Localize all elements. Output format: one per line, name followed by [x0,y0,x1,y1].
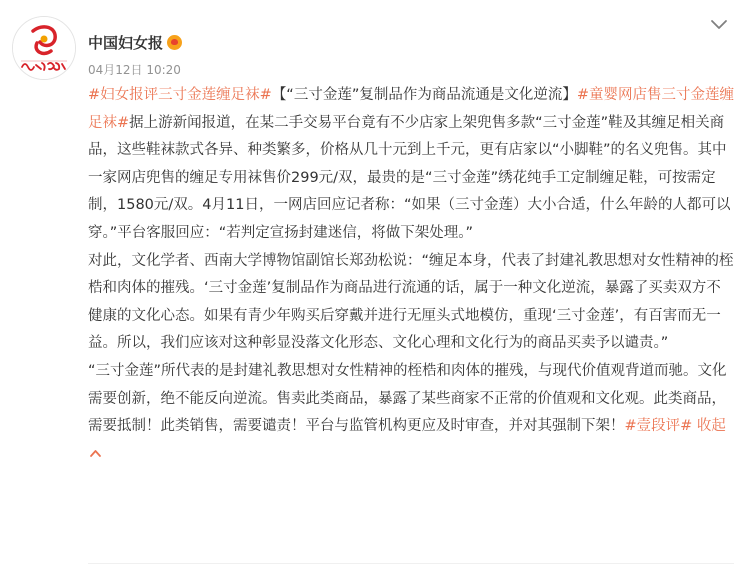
author-avatar[interactable] [12,16,76,80]
chevron-up-icon [89,448,102,458]
chevron-down-icon[interactable] [708,14,730,36]
post-paragraph-3 [88,358,734,468]
post-paragraph-1 [88,82,734,248]
post-text: 【“三寸金莲”复制品作为商品流通是文化逆流】 [271,87,577,103]
divider [88,563,734,564]
vip-badge-icon [167,35,182,50]
hashtag-link[interactable]: #妇女报评三寸金莲缠足袜# [88,87,272,103]
post-paragraph-2: 对此，文化学者、西南大学博物馆副馆长郑劲松说：“缠足本身，代表了封建礼教思想对女性精神的桎梏和肉体的摧残。‘三寸金莲’复制品作为商品进行流通的话，属于一种文化逆流，暴露了买卖双方不健康的文化心态。如果有青少年购买后穿戴并进行无厘头式地模仿，重现‘三寸金莲’，有百害而无一益。所以，我们应该对这种彰显没落文化形态、文化心理和文化行为的商品买卖予以谴责。” [88,252,734,352]
hashtag-link[interactable]: #壹段评# [624,418,693,435]
author-name-text[interactable]: 中国妇女报 [88,34,164,52]
post-text: 据上游新闻报道，在某二手交易平台竟有不少店家上架兜售多款“三寸金莲”鞋及其缠足相关商品，这些鞋袜款式各异、种类繁多，价格从几十元到上千元，更有店家以“小脚鞋”的名义兜售。其中一家网店兜售的缠足专用袜售价299元/双，最贵的是“三寸金莲”绣花纯手工定制缠足鞋，可按需定制，1580元/双。4月11日，一网店回应记者称：“如果（三寸金莲）大小合适，什么年龄的人都可以穿。”平台客服回应：“若判定宣扬封建迷信，将做下架处理。” [88,114,731,241]
post-text: “三寸金莲”所代表的是封建礼教思想对女性精神的桎梏和肉体的摧残，与现代价值观背道而驰。文化需要创新，绝不能反向逆流。售卖此类商品，暴露了某些商家不正常的价值观和文化观。此类商品，需要抵制！此类销售，需要谴责！平台与监管机构更应及时审查，并对其强制下架！ [88,362,727,435]
post-content [88,82,734,468]
collapse-label[interactable]: 收起 [696,418,726,435]
hashtag-link[interactable]: #童婴网店售三寸金莲缠足袜# [88,87,734,131]
author-name[interactable] [88,33,182,53]
post-timestamp[interactable]: 04月12日 10:20 [88,63,181,77]
women-federation-logo-icon [13,17,75,79]
